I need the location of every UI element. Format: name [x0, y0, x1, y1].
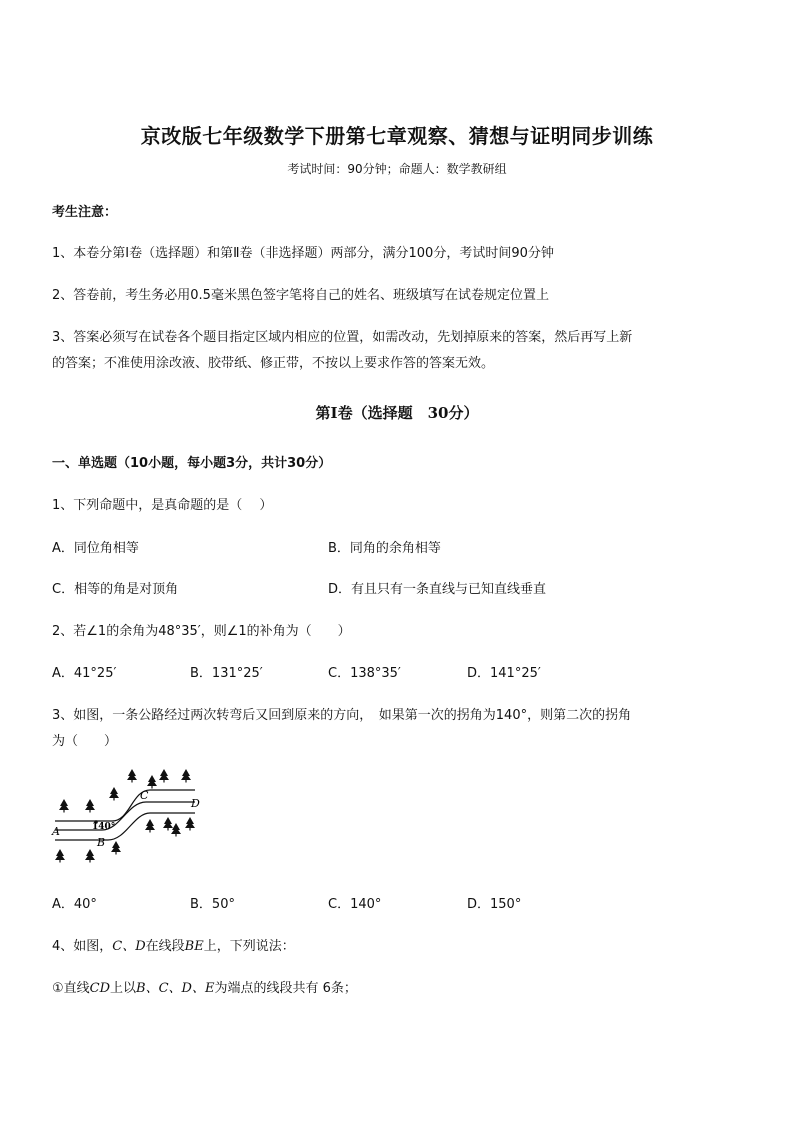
label-a: A: [52, 825, 60, 838]
section-title: 第Ⅰ卷（选择题 30分）: [315, 404, 479, 422]
q4-stem-mid: 在线段: [145, 939, 185, 954]
exam-info: 考试时间：90分钟；命题人：数学教研组: [287, 162, 507, 176]
q3-option-c: C．140°: [328, 897, 382, 912]
road-figure: [50, 768, 205, 868]
q4-s1-suffix: 为端点的线段共有 6条；: [214, 981, 357, 996]
q2-option-a: A．41°25′: [52, 666, 117, 681]
label-c: C: [140, 789, 149, 802]
page-title: 京改版七年级数学下册第七章观察、猜想与证明同步训练: [140, 124, 654, 148]
q3-option-a: A．40°: [52, 897, 97, 912]
q2-option-b: B．131°25′: [190, 666, 263, 681]
q4-stem-prefix: 4、如图，: [52, 939, 113, 954]
label-b: B: [97, 836, 106, 849]
q1-option-a: A．同位角相等: [52, 541, 139, 556]
q4-s1-line-cd: CD: [89, 981, 111, 996]
q4-s1-points: B、C、D、E: [136, 981, 215, 996]
q3-stem-line-1: 3、如图，一条公路经过两次转弯后又回到原来的方向， 如果第一次的拐角为140°，则第二次的拐角: [52, 708, 632, 723]
notice-item-1: 1、本卷分第Ⅰ卷（选择题）和第Ⅱ卷（非选择题）两部分，满分100分，考试时间90分钟: [52, 246, 554, 261]
notice-item-3-line-2: 的答案；不准使用涂改液、胶带纸、修正带，不按以上要求作答的答案无效。: [52, 356, 495, 371]
q4-stem: [52, 935, 295, 954]
q4-s1-prefix: ①直线: [52, 981, 90, 996]
q1-option-c: C．相等的角是对顶角: [52, 582, 179, 597]
q2-option-c: C．138°35′: [328, 666, 401, 681]
q3-stem-line-2: 为（ ）: [52, 734, 118, 749]
angle-label: 140°: [92, 822, 116, 832]
q4-points-cd: C、D: [112, 939, 146, 954]
q4-segment-be: BE: [184, 939, 204, 954]
notice-item-2: 2、答卷前，考生务必用0.5毫米黑色签字笔将自己的姓名、班级填写在试卷规定位置上: [52, 288, 549, 303]
q4-stem-suffix: 上，下列说法：: [203, 939, 295, 954]
notice-item-3-line-1: 3、答案必须写在试卷各个题目指定区域内相应的位置，如需改动，先划掉原来的答案，然后再写上新: [52, 330, 633, 345]
part-heading: 一、单选题（10小题，每小题3分，共计30分）: [52, 456, 332, 471]
q1-stem: 1、下列命题中，是真命题的是（ ）: [52, 498, 273, 513]
q1-option-d: D．有且只有一条直线与已知直线垂直: [328, 582, 547, 597]
q3-option-d: D．150°: [467, 897, 522, 912]
q3-option-b: B．50°: [190, 897, 235, 912]
q4-s1-mid: 上以: [110, 981, 137, 996]
notice-heading: 考生注意：: [52, 205, 118, 220]
q1-option-b: B．同角的余角相等: [328, 541, 441, 556]
q2-stem: 2、若∠1的余角为48°35′，则∠1的补角为（ ）: [52, 624, 351, 639]
label-d: D: [191, 797, 200, 810]
q2-option-d: D．141°25′: [467, 666, 541, 681]
q4-statement-1: [52, 977, 357, 996]
